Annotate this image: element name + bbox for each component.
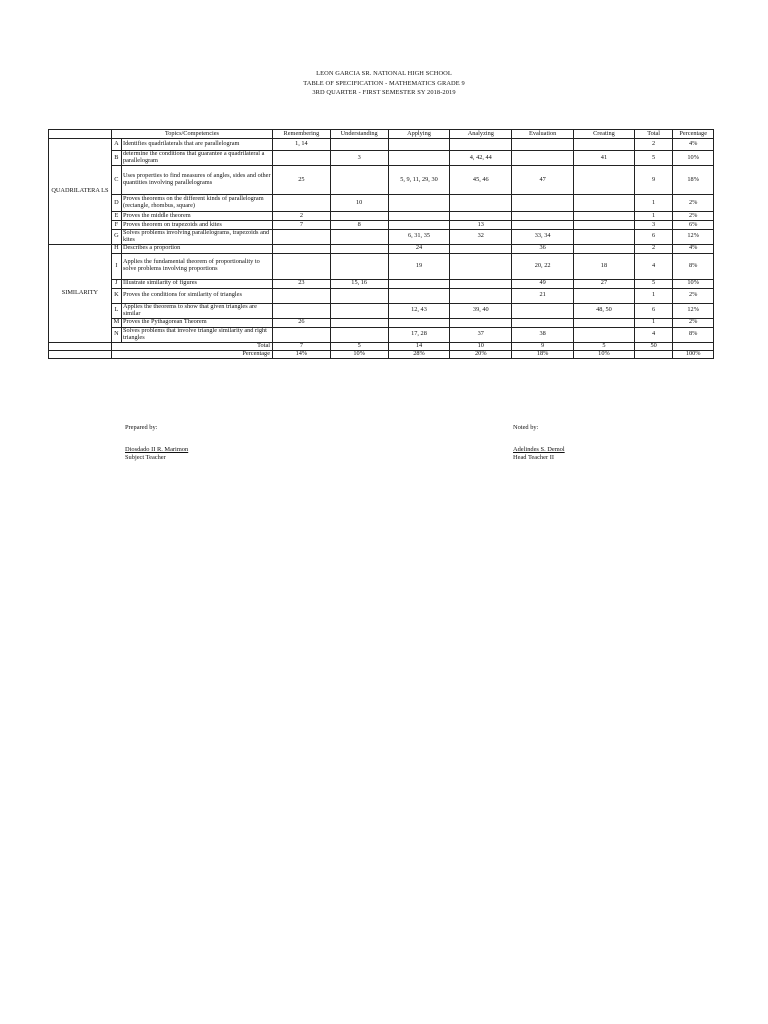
header-creating: Creating [574, 130, 635, 139]
cell-total: 4 [634, 327, 673, 342]
row-competency: Proves the middle theorem [121, 212, 272, 221]
cell-analyzing: 37 [450, 327, 512, 342]
cell-remembering: 25 [273, 166, 331, 195]
cell-total: 1 [634, 288, 673, 303]
cell-applying [388, 212, 450, 221]
cell-creating [574, 195, 635, 212]
noted-by-block [513, 424, 565, 462]
prepared-by-title: Subject Teacher [125, 454, 166, 461]
header-applying: Applying [388, 130, 450, 139]
cell-creating [574, 230, 635, 245]
cell-applying [388, 139, 450, 151]
row-competency: Applies the fundamental theorem of proportionality to solve problems involving proportions [121, 253, 272, 279]
cell-analyzing [450, 244, 512, 253]
cell-understanding [330, 288, 388, 303]
prepared-by-label: Prepared by: [125, 424, 158, 431]
cell-analyzing: 13 [450, 221, 512, 230]
percentage-overall: 100% [673, 350, 714, 358]
cell-percentage: 8% [673, 253, 714, 279]
cell-creating [574, 244, 635, 253]
row-competency: Proves theorems on the different kinds of parallelogram (rectangle, rhombus, square) [121, 195, 272, 212]
cell-applying [388, 151, 450, 166]
total-blank [49, 342, 112, 350]
percentage-total-blank [634, 350, 673, 358]
cell-percentage: 6% [673, 221, 714, 230]
cell-analyzing: 4, 42, 44 [450, 151, 512, 166]
cell-remembering [273, 327, 331, 342]
cell-total: 1 [634, 318, 673, 327]
total-label: Total [111, 342, 272, 350]
cell-remembering: 7 [273, 221, 331, 230]
cell-applying: 24 [388, 244, 450, 253]
header-blank [49, 130, 112, 139]
cell-applying: 12, 43 [388, 303, 450, 318]
percentage-evaluation: 18% [512, 350, 574, 358]
cell-creating [574, 166, 635, 195]
percentage-applying: 28% [388, 350, 450, 358]
cell-total: 6 [634, 303, 673, 318]
cell-analyzing: 39, 40 [450, 303, 512, 318]
cell-understanding [330, 303, 388, 318]
header-percentage: Percentage [673, 130, 714, 139]
percentage-creating: 10% [574, 350, 635, 358]
cell-remembering [273, 244, 331, 253]
cell-analyzing [450, 139, 512, 151]
row-competency: determine the conditions that guarantee a quadrilateral a parallelogram [121, 151, 272, 166]
cell-remembering [273, 288, 331, 303]
row-letter: H [111, 244, 121, 253]
cell-applying: 6, 31, 35 [388, 230, 450, 245]
cell-evaluation [512, 303, 574, 318]
cell-applying [388, 221, 450, 230]
row-letter: G [111, 230, 121, 245]
row-competency: Uses properties to find measures of angles, sides and other quantities involving parallelograms [121, 166, 272, 195]
header-total: Total [634, 130, 673, 139]
cell-understanding: 8 [330, 221, 388, 230]
table-row [49, 327, 714, 342]
row-letter: J [111, 279, 121, 288]
row-letter: L [111, 303, 121, 318]
table-header-row [49, 130, 714, 139]
cell-understanding: 15, 16 [330, 279, 388, 288]
total-analyzing: 10 [450, 342, 512, 350]
cell-total: 9 [634, 166, 673, 195]
cell-remembering: 26 [273, 318, 331, 327]
cell-applying [388, 318, 450, 327]
cell-creating: 41 [574, 151, 635, 166]
noted-by-title: Head Teacher II [513, 454, 554, 461]
total-applying: 14 [388, 342, 450, 350]
cell-remembering [273, 151, 331, 166]
cell-creating [574, 221, 635, 230]
percentage-row [49, 350, 714, 358]
school-name: LEON GARCIA SR. NATIONAL HIGH SCHOOL [316, 70, 452, 77]
row-competency: Solves problems that involve triangle similarity and right triangles [121, 327, 272, 342]
cell-applying [388, 195, 450, 212]
cell-understanding: 3 [330, 151, 388, 166]
row-letter: K [111, 288, 121, 303]
table-row [49, 253, 714, 279]
cell-evaluation [512, 212, 574, 221]
cell-remembering: 1, 14 [273, 139, 331, 151]
total-creating: 5 [574, 342, 635, 350]
cell-creating: 27 [574, 279, 635, 288]
row-letter: B [111, 151, 121, 166]
row-competency: Identifies quadrilaterals that are parallelogram [121, 139, 272, 151]
cell-remembering [273, 253, 331, 279]
cell-evaluation: 38 [512, 327, 574, 342]
table-row [49, 212, 714, 221]
cell-percentage: 4% [673, 244, 714, 253]
cell-percentage: 2% [673, 195, 714, 212]
cell-creating [574, 212, 635, 221]
cell-total: 6 [634, 230, 673, 245]
cell-understanding [330, 253, 388, 279]
cell-analyzing: 32 [450, 230, 512, 245]
cell-evaluation: 20, 22 [512, 253, 574, 279]
total-percentage-blank [673, 342, 714, 350]
percentage-understanding: 10% [330, 350, 388, 358]
table-row [49, 166, 714, 195]
cell-evaluation [512, 318, 574, 327]
group-quadrilaterals: QUADRILATERA LS [49, 139, 112, 245]
cell-percentage: 2% [673, 288, 714, 303]
cell-analyzing [450, 288, 512, 303]
table-row [49, 279, 714, 288]
row-competency: Proves theorem on trapezoids and kites [121, 221, 272, 230]
header-understanding: Understanding [330, 130, 388, 139]
row-letter: D [111, 195, 121, 212]
noted-by-label: Noted by: [513, 424, 539, 431]
cell-analyzing [450, 253, 512, 279]
cell-percentage: 2% [673, 212, 714, 221]
cell-percentage: 4% [673, 139, 714, 151]
table-row [49, 195, 714, 212]
row-competency: Applies the theorems to show that given triangles are similar [121, 303, 272, 318]
cell-understanding [330, 244, 388, 253]
cell-creating [574, 288, 635, 303]
table-row [49, 303, 714, 318]
cell-understanding: 10 [330, 195, 388, 212]
cell-analyzing: 45, 46 [450, 166, 512, 195]
cell-evaluation: 47 [512, 166, 574, 195]
cell-creating [574, 327, 635, 342]
table-row [49, 230, 714, 245]
cell-evaluation [512, 151, 574, 166]
row-letter: F [111, 221, 121, 230]
cell-analyzing [450, 318, 512, 327]
table-row [49, 139, 714, 151]
cell-total: 1 [634, 212, 673, 221]
prepared-by-name: Diosdado II R. Marimon [125, 446, 189, 453]
table-row [49, 151, 714, 166]
cell-creating [574, 318, 635, 327]
percentage-remembering: 14% [273, 350, 331, 358]
cell-remembering [273, 195, 331, 212]
table-row [49, 288, 714, 303]
cell-understanding [330, 230, 388, 245]
header-topics: Topics/Competencies [111, 130, 272, 139]
percentage-analyzing: 20% [450, 350, 512, 358]
cell-applying [388, 288, 450, 303]
cell-percentage: 10% [673, 151, 714, 166]
cell-creating [574, 139, 635, 151]
cell-percentage: 18% [673, 166, 714, 195]
noted-by-name: Adelindes S. Demol [513, 446, 565, 453]
total-remembering: 7 [273, 342, 331, 350]
cell-applying: 5, 9, 11, 29, 30 [388, 166, 450, 195]
cell-analyzing [450, 195, 512, 212]
cell-total: 4 [634, 253, 673, 279]
total-row [49, 342, 714, 350]
percentage-blank [49, 350, 112, 358]
cell-total: 5 [634, 279, 673, 288]
cell-evaluation: 21 [512, 288, 574, 303]
cell-evaluation [512, 139, 574, 151]
cell-total: 5 [634, 151, 673, 166]
row-letter: M [111, 318, 121, 327]
header-analyzing: Analyzing [450, 130, 512, 139]
table-row [49, 244, 714, 253]
cell-remembering [273, 303, 331, 318]
total-evaluation: 9 [512, 342, 574, 350]
prepared-by-block [125, 424, 188, 462]
cell-percentage: 12% [673, 230, 714, 245]
cell-understanding [330, 166, 388, 195]
table-row [49, 318, 714, 327]
header-remembering: Remembering [273, 130, 331, 139]
row-competency: Solves problems involving parallelograms, trapezoids and kites [121, 230, 272, 245]
row-letter: I [111, 253, 121, 279]
cell-total: 1 [634, 195, 673, 212]
cell-applying: 19 [388, 253, 450, 279]
row-letter: E [111, 212, 121, 221]
total-understanding: 5 [330, 342, 388, 350]
row-letter: C [111, 166, 121, 195]
total-total: 50 [634, 342, 673, 350]
header-evaluation: Evaluation [512, 130, 574, 139]
cell-remembering: 2 [273, 212, 331, 221]
cell-evaluation [512, 221, 574, 230]
cell-total: 3 [634, 221, 673, 230]
row-letter: N [111, 327, 121, 342]
cell-evaluation [512, 195, 574, 212]
cell-creating: 48, 50 [574, 303, 635, 318]
cell-percentage: 12% [673, 303, 714, 318]
cell-total: 2 [634, 139, 673, 151]
cell-percentage: 2% [673, 318, 714, 327]
document-header [0, 69, 768, 98]
cell-understanding [330, 327, 388, 342]
cell-applying [388, 279, 450, 288]
document-term: 3RD QUARTER - FIRST SEMESTER SY 2018-2019 [312, 89, 456, 96]
row-competency: Proves the conditions for similarity of triangles [121, 288, 272, 303]
cell-remembering: 23 [273, 279, 331, 288]
cell-total: 2 [634, 244, 673, 253]
table-row [49, 221, 714, 230]
cell-remembering [273, 230, 331, 245]
cell-percentage: 8% [673, 327, 714, 342]
cell-percentage: 10% [673, 279, 714, 288]
row-competency: Illustrate similarity of figures [121, 279, 272, 288]
cell-evaluation: 33, 34 [512, 230, 574, 245]
cell-evaluation: 36 [512, 244, 574, 253]
cell-understanding [330, 139, 388, 151]
group-similarity: SIMILARITY [49, 244, 112, 342]
row-letter: A [111, 139, 121, 151]
percentage-label: Percentage [111, 350, 272, 358]
cell-evaluation: 49 [512, 279, 574, 288]
cell-applying: 17, 28 [388, 327, 450, 342]
cell-creating: 18 [574, 253, 635, 279]
cell-analyzing [450, 212, 512, 221]
row-competency: Proves the Pythagorean Theorem [121, 318, 272, 327]
cell-understanding [330, 318, 388, 327]
cell-understanding [330, 212, 388, 221]
specification-table [48, 129, 714, 359]
row-competency: Describes a proportion [121, 244, 272, 253]
document-title: TABLE OF SPECIFICATION - MATHEMATICS GRADE 9 [303, 79, 465, 87]
cell-analyzing [450, 279, 512, 288]
